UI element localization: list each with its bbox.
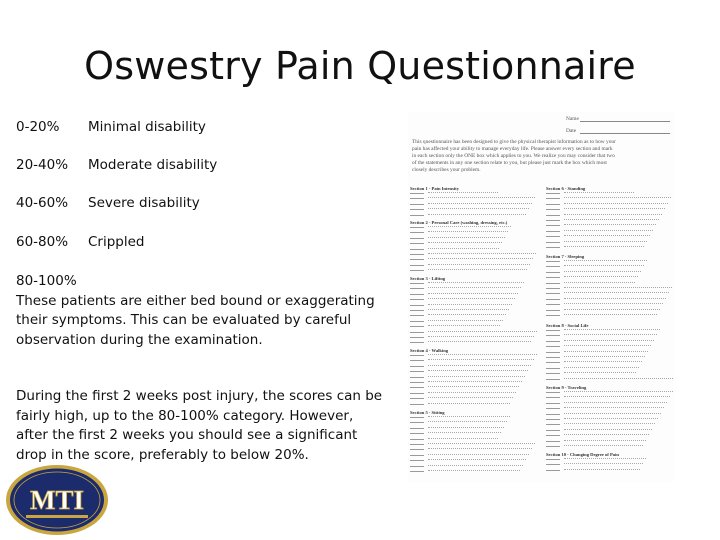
form-checkbox-blank: [410, 265, 424, 266]
recovery-note: During the first 2 weeks post injury, the scores can be fairly high, up to the 80-100% category. However, after the first 2 weeks you should see a significant drop in the score, preferably to below 20%.: [16, 388, 383, 463]
form-text-stroke: [428, 459, 526, 460]
scale-range: 0-20%: [16, 119, 60, 135]
form-text-stroke: [428, 304, 512, 305]
form-text-stroke: [428, 192, 498, 193]
form-intro-line: closely describes your problem.: [412, 167, 481, 173]
form-section-heading: Section 8 - Social Life: [546, 323, 589, 328]
form-text-stroke: [428, 226, 511, 227]
form-checkbox-blank: [410, 310, 424, 311]
form-checkbox-blank: [546, 198, 560, 199]
form-checkbox-blank: [410, 259, 424, 260]
form-checkbox-blank: [410, 444, 424, 445]
form-checkbox-blank: [410, 460, 424, 461]
form-text-stroke: [564, 396, 670, 397]
form-checkbox-blank: [546, 403, 560, 404]
form-checkbox-blank: [546, 446, 560, 447]
form-text-stroke: [428, 331, 537, 332]
form-text-stroke: [428, 381, 522, 382]
form-checkbox-blank: [546, 261, 560, 262]
questionnaire-form-image: [408, 112, 674, 482]
form-intro-line: pain has affected your ability to manage everyday life. Please answer every section and mark: [412, 146, 613, 152]
form-checkbox-blank: [410, 249, 424, 250]
form-section-heading: Section 7 - Sleeping: [546, 254, 585, 259]
form-text-stroke: [428, 231, 508, 232]
mti-logo-icon: [4, 462, 110, 538]
form-text-stroke: [428, 454, 529, 455]
form-intro-line: in each section only the ONE box which applies to you. We realize you may consider that two: [412, 153, 615, 159]
form-text-stroke: [564, 208, 665, 209]
logo-letters: MTI: [30, 485, 84, 515]
form-checkbox-blank: [410, 209, 424, 210]
form-checkbox-blank: [410, 254, 424, 255]
form-checkbox-blank: [410, 439, 424, 440]
form-text-stroke: [564, 418, 658, 419]
form-checkbox-blank: [410, 288, 424, 289]
form-section-heading: Section 6 - Standing: [546, 186, 586, 191]
form-date-label: Date: [566, 128, 577, 134]
form-text-stroke: [428, 370, 528, 371]
form-checkbox-blank: [546, 293, 560, 294]
form-text-stroke: [564, 356, 645, 357]
form-checkbox-blank: [410, 417, 424, 418]
form-text-stroke: [428, 293, 518, 294]
form-checkbox-blank: [546, 231, 560, 232]
form-checkbox-blank: [410, 193, 424, 194]
form-checkbox-blank: [546, 315, 560, 316]
form-text-stroke: [428, 438, 498, 439]
form-checkbox-blank: [546, 441, 560, 442]
form-checkbox-blank: [546, 215, 560, 216]
form-checkbox-blank: [546, 424, 560, 425]
top-range-label: 80-100%: [16, 273, 77, 289]
form-checkbox-blank: [546, 435, 560, 436]
form-checkbox-blank: [546, 242, 560, 243]
form-checkbox-blank: [546, 209, 560, 210]
form-text-stroke: [428, 248, 499, 249]
form-checkbox-blank: [410, 366, 424, 367]
form-text-stroke: [564, 219, 659, 220]
form-checkbox-blank: [546, 277, 560, 278]
form-section-heading: Section 9 - Traveling: [546, 385, 587, 390]
form-checkbox-blank: [546, 193, 560, 194]
form-text-stroke: [564, 246, 644, 247]
slide-title: Oswestry Pain Questionnaire: [84, 44, 636, 88]
form-text-stroke: [428, 359, 534, 360]
scale-range: 40-60%: [16, 195, 69, 211]
form-text-stroke: [428, 282, 524, 283]
form-checkbox-blank: [410, 466, 424, 467]
form-text-stroke: [564, 309, 660, 310]
form-text-stroke: [564, 260, 647, 261]
form-checkbox-blank: [546, 310, 560, 311]
form-checkbox-blank: [546, 266, 560, 267]
form-section-heading: Section 2 - Personal Care (washing, dressing, etc.): [410, 220, 508, 225]
scale-label: Moderate disability: [88, 157, 218, 173]
form-section-heading: Section 1 - Pain Intensity: [410, 186, 460, 191]
form-text-stroke: [428, 253, 536, 254]
form-text-stroke: [564, 235, 650, 236]
form-text-stroke: [564, 469, 640, 470]
form-checkbox-blank: [410, 270, 424, 271]
form-text-stroke: [564, 413, 661, 414]
form-text-stroke: [428, 214, 526, 215]
form-checkbox-blank: [546, 368, 560, 369]
form-checkbox-blank: [410, 355, 424, 356]
form-intro-line: of the statements in any one section relate to you, but please just mark the box which most: [412, 160, 607, 166]
form-checkbox-blank: [410, 232, 424, 233]
form-checkbox-blank: [410, 204, 424, 205]
form-checkbox-blank: [410, 337, 424, 338]
form-text-stroke: [564, 351, 648, 352]
form-checkbox-blank: [546, 392, 560, 393]
form-checkbox-blank: [546, 220, 560, 221]
form-text-stroke: [564, 241, 647, 242]
form-text-stroke: [428, 325, 500, 326]
form-text-stroke: [564, 224, 656, 225]
form-text-stroke: [428, 203, 532, 204]
form-text-stroke: [564, 287, 672, 288]
form-checkbox-blank: [410, 449, 424, 450]
form-text-stroke: [564, 440, 646, 441]
form-checkbox-blank: [546, 357, 560, 358]
form-checkbox-blank: [410, 243, 424, 244]
form-checkbox-blank: [546, 304, 560, 305]
form-text-stroke: [564, 345, 651, 346]
form-checkbox-blank: [410, 305, 424, 306]
form-checkbox-blank: [410, 198, 424, 199]
form-text-stroke: [564, 407, 664, 408]
scale-label: Crippled: [88, 234, 145, 250]
form-checkbox-blank: [546, 335, 560, 336]
form-text-stroke: [428, 269, 527, 270]
form-text-stroke: [564, 463, 643, 464]
form-text-stroke: [564, 303, 663, 304]
form-text-stroke: [428, 432, 501, 433]
form-checkbox-blank: [546, 379, 560, 380]
form-checkbox-blank: [410, 404, 424, 405]
form-checkbox-blank: [546, 330, 560, 331]
form-checkbox-blank: [546, 225, 560, 226]
form-text-stroke: [564, 334, 657, 335]
form-checkbox-blank: [546, 247, 560, 248]
form-text-stroke: [564, 192, 634, 193]
form-checkbox-blank: [546, 352, 560, 353]
form-checkbox-blank: [410, 315, 424, 316]
form-text-stroke: [428, 258, 533, 259]
form-name-label: Name: [566, 116, 579, 122]
form-checkbox-blank: [410, 238, 424, 239]
form-checkbox-blank: [410, 215, 424, 216]
form-checkbox-blank: [410, 227, 424, 228]
form-checkbox-blank: [546, 288, 560, 289]
form-checkbox-blank: [546, 373, 560, 374]
form-checkbox-blank: [546, 470, 560, 471]
form-text-stroke: [428, 470, 520, 471]
form-text-stroke: [564, 378, 673, 379]
form-section-heading: Section 10 - Changing Degree of Pain: [546, 452, 619, 457]
form-checkbox-blank: [410, 332, 424, 333]
top-range-block: [16, 272, 386, 350]
form-text-stroke: [564, 429, 652, 430]
form-checkbox-blank: [546, 299, 560, 300]
form-text-stroke: [564, 298, 666, 299]
form-text-stroke: [428, 314, 506, 315]
form-checkbox-blank: [546, 414, 560, 415]
form-checkbox-blank: [546, 419, 560, 420]
form-text-stroke: [564, 423, 655, 424]
form-text-stroke: [428, 208, 529, 209]
form-checkbox-blank: [410, 294, 424, 295]
form-text-stroke: [564, 292, 669, 293]
form-text-stroke: [428, 465, 523, 466]
form-section-heading: Section 5 - Sitting: [410, 410, 445, 415]
form-checkbox-blank: [410, 342, 424, 343]
form-checkbox-blank: [410, 398, 424, 399]
form-text-stroke: [564, 282, 635, 283]
form-text-stroke: [564, 271, 641, 272]
form-text-stroke: [428, 376, 525, 377]
form-checkbox-blank: [546, 346, 560, 347]
form-checkbox-blank: [410, 377, 424, 378]
form-checkbox-blank: [546, 430, 560, 431]
form-text-stroke: [564, 329, 660, 330]
form-text-stroke: [428, 392, 516, 393]
form-section-heading: Section 3 - Lifting: [410, 276, 446, 281]
form-text-stroke: [428, 242, 502, 243]
form-checkbox-blank: [410, 428, 424, 429]
form-checkbox-blank: [410, 321, 424, 322]
form-checkbox-blank: [546, 236, 560, 237]
form-text-stroke: [428, 298, 515, 299]
form-text-stroke: [564, 372, 636, 373]
form-text-stroke: [428, 403, 510, 404]
form-checkbox-blank: [546, 464, 560, 465]
form-text-stroke: [564, 314, 657, 315]
form-text-stroke: [564, 340, 654, 341]
form-text-stroke: [564, 361, 642, 362]
form-checkbox-blank: [410, 393, 424, 394]
form-text-stroke: [428, 448, 532, 449]
form-checkbox-blank: [410, 422, 424, 423]
form-text-stroke: [564, 391, 673, 392]
form-section-heading: Section 4 - Walking: [410, 348, 449, 353]
form-text-stroke: [564, 367, 639, 368]
form-checkbox-blank: [410, 433, 424, 434]
form-text-stroke: [564, 265, 644, 266]
form-text-stroke: [428, 309, 509, 310]
form-checkbox-blank: [546, 408, 560, 409]
form-text-stroke: [564, 214, 662, 215]
form-text-stroke: [564, 230, 653, 231]
form-checkbox-blank: [546, 204, 560, 205]
form-checkbox-blank: [546, 341, 560, 342]
form-text-stroke: [428, 427, 504, 428]
form-checkbox-blank: [410, 299, 424, 300]
form-checkbox-blank: [546, 397, 560, 398]
scale-range: 20-40%: [16, 157, 69, 173]
form-text-stroke: [428, 341, 531, 342]
form-text-stroke: [428, 386, 519, 387]
scale-label: Minimal disability: [88, 119, 206, 135]
form-checkbox-blank: [546, 272, 560, 273]
form-checkbox-blank: [410, 471, 424, 472]
top-range-text: These patients are either bed bound or exaggerating their symptoms. This can be evaluated by careful observation during the examination.: [16, 292, 375, 348]
form-text-stroke: [428, 397, 513, 398]
form-text-stroke: [428, 336, 534, 337]
form-text-stroke: [428, 264, 530, 265]
form-text-stroke: [564, 197, 671, 198]
form-text-stroke: [428, 320, 503, 321]
form-checkbox-blank: [546, 362, 560, 363]
form-text-stroke: [428, 237, 505, 238]
form-checkbox-blank: [546, 283, 560, 284]
form-intro-line: This questionnaire has been designed to give the physical therapist information as to how your: [412, 139, 616, 145]
form-text-stroke: [564, 445, 643, 446]
form-text-stroke: [428, 421, 507, 422]
form-text-stroke: [428, 354, 537, 355]
form-checkbox-blank: [410, 360, 424, 361]
form-text-stroke: [564, 458, 646, 459]
form-text-stroke: [564, 203, 668, 204]
form-checkbox-blank: [410, 382, 424, 383]
form-text-stroke: [428, 443, 535, 444]
form-checkbox-blank: [546, 459, 560, 460]
scale-range: 60-80%: [16, 234, 69, 250]
scale-label: Severe disability: [88, 195, 200, 211]
form-text-stroke: [428, 365, 531, 366]
form-checkbox-blank: [410, 326, 424, 327]
form-text-stroke: [428, 197, 535, 198]
form-checkbox-blank: [410, 387, 424, 388]
form-checkbox-blank: [410, 371, 424, 372]
form-checkbox-blank: [410, 455, 424, 456]
form-text-stroke: [428, 416, 510, 417]
form-text-stroke: [564, 402, 667, 403]
form-text-stroke: [564, 434, 649, 435]
form-text-stroke: [564, 276, 638, 277]
form-checkbox-blank: [410, 283, 424, 284]
form-text-stroke: [428, 287, 521, 288]
